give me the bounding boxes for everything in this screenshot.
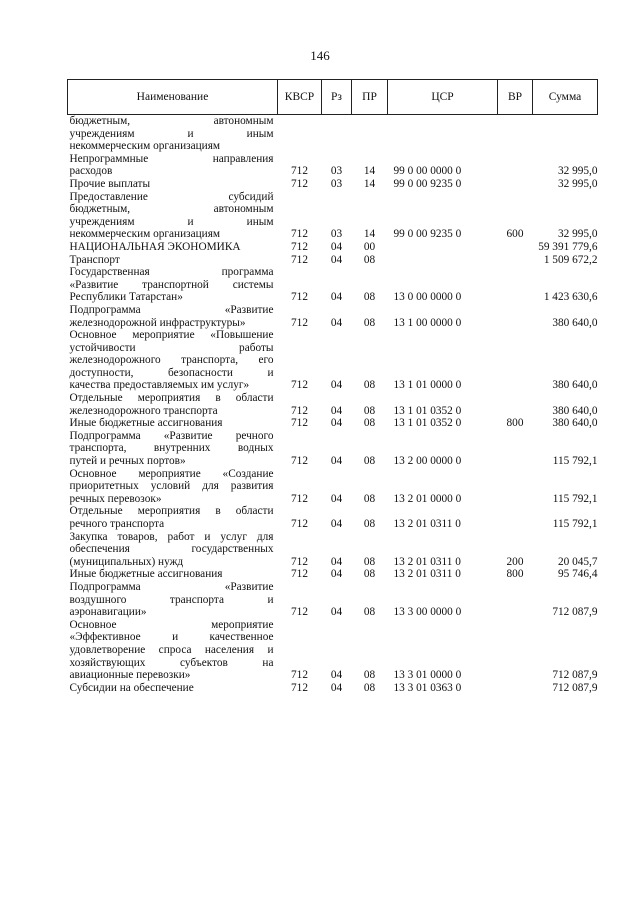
row-rz: 04	[330, 518, 343, 530]
row-kvsr: 712	[291, 681, 308, 694]
row-name	[68, 417, 278, 430]
row-name	[68, 191, 278, 241]
row-sum: 20 045,7	[557, 555, 598, 568]
table-row	[68, 568, 598, 581]
row-csr: 13 2 01 0311 0	[393, 555, 461, 568]
row-name	[68, 505, 278, 530]
row-name-line: учреждениям и иным	[69, 215, 274, 228]
row-vr: 200	[506, 555, 524, 568]
row-name-line: Закупка товаров, работ и услуг для	[69, 530, 274, 543]
row-pr: 08	[363, 455, 376, 468]
row-csr: 99 0 00 9235 0	[393, 177, 462, 190]
row-name	[68, 531, 278, 569]
row-kvsr: 712	[291, 417, 308, 430]
table-header	[68, 80, 598, 115]
table-row	[68, 191, 598, 241]
row-name-line: воздушного транспорта и	[69, 593, 274, 606]
row-name	[68, 115, 278, 153]
row-name-line: Государственная программа	[69, 266, 274, 279]
row-sum: 712 087,9	[552, 669, 598, 682]
row-csr: 99 0 00 0000 0	[393, 165, 462, 178]
row-csr	[388, 254, 498, 267]
row-csr: 13 0 00 0000 0	[393, 291, 462, 304]
row-vr	[498, 505, 533, 530]
row-name-line: доступности, безопасности и	[69, 366, 274, 379]
page-number: 146	[310, 48, 330, 63]
table-row	[68, 392, 598, 417]
row-vr	[498, 241, 533, 254]
row-pr: 08	[363, 291, 376, 304]
row-csr: 13 1 01 0352 0	[393, 417, 462, 430]
row-name-line: качества предоставляемых им услуг»	[69, 379, 250, 392]
row-csr: 13 2 01 0000 0	[393, 492, 462, 505]
row-name	[68, 254, 278, 267]
row-vr: 600	[506, 228, 524, 241]
row-sum: 115 792,1	[552, 492, 598, 505]
row-vr	[498, 619, 533, 682]
row-name-line: путей и речных портов»	[69, 455, 186, 468]
table-row	[68, 682, 598, 695]
row-kvsr: 712	[291, 291, 308, 304]
row-csr: 13 2 01 0311 0	[393, 518, 461, 530]
row-pr: 08	[363, 681, 376, 694]
row-name-line: Основное мероприятие «Повышение	[69, 329, 274, 342]
row-rz: 04	[330, 291, 343, 304]
row-name-line: Республики Татарстан»	[69, 291, 183, 304]
row-kvsr: 712	[291, 240, 308, 253]
row-sum: 59 391 779,6	[538, 240, 598, 253]
row-name-line: Основное мероприятие	[69, 618, 274, 631]
row-name	[68, 430, 278, 468]
row-rz: 04	[330, 404, 343, 417]
row-vr	[498, 430, 533, 468]
table-row	[68, 329, 598, 392]
row-pr: 08	[363, 417, 376, 430]
row-name	[68, 392, 278, 417]
row-name-line: хозяйствующих субъектов на	[69, 656, 274, 669]
header-sum: Сумма	[533, 80, 598, 115]
row-name-line: Подпрограмма «Развитие	[69, 580, 274, 593]
row-kvsr: 712	[291, 165, 308, 178]
row-kvsr: 712	[291, 177, 308, 190]
row-sum: 712 087,9	[552, 681, 598, 694]
row-pr	[352, 115, 388, 153]
row-name-line: железнодорожного транспорта, его	[69, 354, 274, 367]
row-pr: 08	[363, 492, 376, 505]
table-row	[68, 178, 598, 191]
row-sum	[533, 115, 598, 153]
row-vr	[498, 468, 533, 506]
row-name-line: Прочие выплаты	[69, 177, 151, 190]
row-name-line: речных перевозок»	[69, 492, 162, 505]
row-csr	[388, 241, 498, 254]
row-name-line: обеспечения государственных	[69, 543, 274, 556]
row-rz: 03	[330, 177, 343, 190]
row-name	[68, 468, 278, 506]
row-name-line: Иные бюджетные ассигнования	[69, 568, 223, 581]
row-kvsr: 712	[291, 253, 308, 266]
row-csr: 13 2 00 0000 0	[393, 455, 462, 468]
row-name	[68, 682, 278, 695]
row-kvsr: 712	[291, 669, 308, 682]
row-name-line: НАЦИОНАЛЬНАЯ ЭКОНОМИКА	[69, 240, 241, 253]
row-name	[68, 241, 278, 254]
row-pr: 08	[363, 606, 376, 619]
row-name-line: расходов	[69, 165, 113, 178]
table-row	[68, 430, 598, 468]
header-kvsr: КВСР	[278, 80, 322, 115]
row-vr	[498, 682, 533, 695]
row-vr	[498, 153, 533, 178]
row-vr	[498, 254, 533, 267]
table-row	[68, 417, 598, 430]
row-pr: 00	[363, 240, 376, 253]
row-name-line: учреждениям и иным	[69, 127, 274, 140]
row-name-line: Подпрограмма «Развитие	[69, 303, 274, 316]
row-name-line: бюджетным, автономным	[69, 203, 274, 216]
table-row	[68, 505, 598, 530]
row-kvsr: 712	[291, 555, 308, 568]
row-kvsr: 712	[291, 228, 308, 241]
row-name-line: Транспорт	[69, 253, 120, 266]
row-name	[68, 304, 278, 329]
budget-table-container	[67, 79, 597, 694]
row-kvsr: 712	[291, 492, 308, 505]
row-sum: 32 995,0	[557, 177, 598, 190]
table-row	[68, 254, 598, 267]
table-row	[68, 304, 598, 329]
row-name	[68, 153, 278, 178]
table-row	[68, 581, 598, 619]
row-name-line: Основное мероприятие «Создание	[69, 467, 274, 480]
table-row	[68, 531, 598, 569]
row-name	[68, 329, 278, 392]
row-csr: 99 0 00 9235 0	[393, 228, 462, 241]
row-kvsr: 712	[291, 518, 308, 530]
row-sum: 32 995,0	[557, 165, 598, 178]
row-vr	[498, 581, 533, 619]
row-csr: 13 1 01 0000 0	[393, 379, 462, 392]
row-pr: 08	[363, 518, 376, 530]
row-name-line: приоритетных условий для развития	[69, 480, 274, 493]
row-name-line: авиационные перевозки»	[69, 669, 191, 682]
row-sum: 380 640,0	[552, 404, 598, 417]
row-csr	[388, 115, 498, 153]
row-name	[68, 581, 278, 619]
row-rz: 04	[330, 555, 343, 568]
row-rz: 04	[330, 606, 343, 619]
row-csr: 13 3 01 0363 0	[393, 681, 462, 694]
row-sum: 32 995,0	[557, 228, 598, 241]
row-pr: 14	[363, 177, 376, 190]
row-kvsr: 712	[291, 606, 308, 619]
row-pr: 14	[363, 165, 376, 178]
row-pr: 08	[363, 316, 376, 329]
row-name-line: аэронавигации»	[69, 606, 147, 619]
row-sum: 380 640,0	[552, 417, 598, 430]
row-kvsr: 712	[291, 404, 308, 417]
row-pr: 08	[363, 379, 376, 392]
row-rz: 04	[330, 568, 343, 581]
row-name-line: (муниципальных) нужд	[69, 555, 184, 568]
row-name-line: Непрограммные направления	[69, 152, 274, 165]
row-sum: 380 640,0	[552, 316, 598, 329]
row-name-line: «Развитие транспортной системы	[69, 278, 274, 291]
row-pr: 08	[363, 568, 376, 581]
row-name-line: транспорта, внутренних водных	[69, 442, 274, 455]
header-pr: ПР	[352, 80, 388, 115]
row-name-line: удовлетворение спроса населения и	[69, 643, 274, 656]
row-rz: 04	[330, 316, 343, 329]
row-sum: 115 792,1	[552, 518, 598, 530]
row-vr: 800	[506, 568, 524, 581]
header-name: Наименование	[68, 80, 278, 115]
row-pr: 08	[363, 669, 376, 682]
row-rz	[322, 115, 352, 153]
table-row	[68, 266, 598, 304]
row-csr: 13 3 00 0000 0	[393, 606, 462, 619]
row-rz: 04	[330, 253, 343, 266]
row-rz: 04	[330, 417, 343, 430]
row-name-line: Предоставление субсидий	[69, 190, 274, 203]
row-name	[68, 619, 278, 682]
row-kvsr	[278, 115, 322, 153]
row-name	[68, 266, 278, 304]
row-name-line: Отдельные мероприятия в области	[69, 392, 274, 405]
row-kvsr: 712	[291, 316, 308, 329]
header-vr: ВР	[498, 80, 533, 115]
header-csr: ЦСР	[388, 80, 498, 115]
row-name-line: Субсидии на обеспечение	[69, 681, 194, 694]
row-name-line: «Эффективное и качественное	[69, 631, 274, 644]
row-pr: 14	[363, 228, 376, 241]
row-name-line: железнодорожного транспорта	[69, 404, 218, 417]
row-rz: 03	[330, 165, 343, 178]
row-name-line: Отдельные мероприятия в области	[69, 505, 274, 518]
row-pr: 08	[363, 253, 376, 266]
row-name-line: Иные бюджетные ассигнования	[69, 417, 223, 430]
row-rz: 04	[330, 455, 343, 468]
table-row	[68, 241, 598, 254]
row-name	[68, 178, 278, 191]
row-sum: 1 423 630,6	[543, 291, 598, 304]
row-csr: 13 3 01 0000 0	[393, 669, 462, 682]
row-vr	[498, 304, 533, 329]
table-row	[68, 468, 598, 506]
row-vr	[498, 329, 533, 392]
row-name-line: устойчивости работы	[69, 341, 274, 354]
row-kvsr: 712	[291, 568, 308, 581]
budget-table	[67, 79, 598, 694]
row-vr	[498, 115, 533, 153]
row-name	[68, 568, 278, 581]
row-rz: 04	[330, 379, 343, 392]
row-csr: 13 1 00 0000 0	[393, 316, 462, 329]
row-rz: 04	[330, 669, 343, 682]
row-vr: 800	[506, 417, 524, 430]
row-vr	[498, 392, 533, 417]
row-name-line: Подпрограмма «Развитие речного	[69, 429, 274, 442]
row-sum: 1 509 672,2	[543, 253, 598, 266]
row-vr	[498, 178, 533, 191]
row-kvsr: 712	[291, 455, 308, 468]
row-csr: 13 1 01 0352 0	[393, 404, 462, 417]
row-sum: 712 087,9	[552, 606, 598, 619]
row-sum: 380 640,0	[552, 379, 598, 392]
row-name-line: речного транспорта	[69, 518, 165, 530]
row-pr: 08	[363, 555, 376, 568]
row-rz: 04	[330, 681, 343, 694]
table-row	[68, 619, 598, 682]
table-row	[68, 153, 598, 178]
header-rz: Рз	[322, 80, 352, 115]
row-name-line: бюджетным, автономным	[69, 115, 274, 127]
row-vr	[498, 266, 533, 304]
row-pr: 08	[363, 404, 376, 417]
row-rz: 04	[330, 240, 343, 253]
row-csr: 13 2 01 0311 0	[393, 568, 461, 581]
row-name-line: некоммерческим организациям	[69, 228, 221, 241]
row-rz: 04	[330, 492, 343, 505]
row-rz: 03	[330, 228, 343, 241]
row-kvsr: 712	[291, 379, 308, 392]
row-sum: 95 746,4	[557, 568, 598, 581]
row-name-line: железнодорожной инфраструктуры»	[69, 316, 246, 329]
table-body	[68, 115, 598, 695]
row-sum: 115 792,1	[552, 455, 598, 468]
table-row	[68, 115, 598, 153]
row-name-line: некоммерческим организациям	[69, 140, 221, 153]
